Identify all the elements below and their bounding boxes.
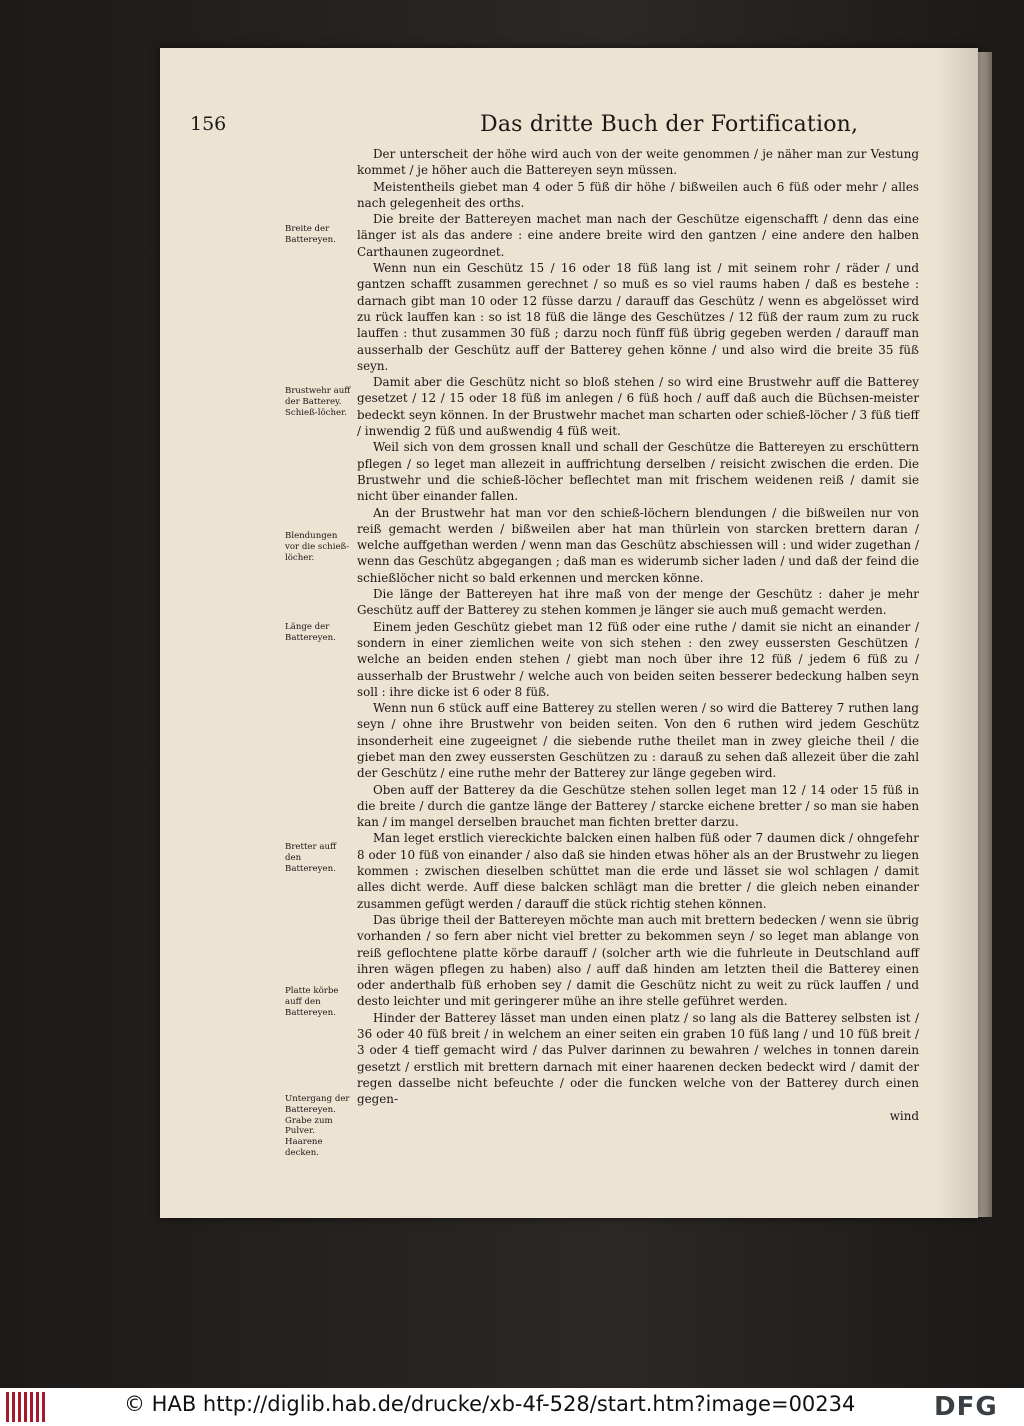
paragraph: Der unterscheit der höhe wird auch von der weite genommen / je näher man zur Vestung kommet / je höher auch die Battereyen seyn müssen. xyxy=(357,147,919,178)
paragraph: Die länge der Battereyen hat ihre maß von der menge der Geschütz : daher je mehr Geschütz auff der Batterey zu stehen kommen je länger sie auch muß gemacht werden. xyxy=(357,587,919,618)
margin-note: Bretter auff den Battereyen. xyxy=(285,842,337,874)
catchword: wind xyxy=(889,1108,919,1123)
page-edge xyxy=(978,52,992,1217)
paragraph: Das übrige theil der Battereyen möchte man auch mit brettern bedecken / wenn sie übrig vorhanden / so fern aber nicht viel bretter zu bekommen seyn / so leget man ablange von reiß geflochtene platte körbe darauff / (solcher arth wie die fuhrleute in Deutschland auff ihren wägen pflegen zu haben) also / auff daß hinden am letzten theil die Batterey einen oder anderthalb füß erhoben sey / damit die Geschütz nicht zu weit zu rück lauffen / und desto leichter und mit geringerer mühe an ihre stelle geführet werden. xyxy=(357,912,919,1009)
paragraph: Die breite der Battereyen machet man nach der Geschütze eigenschafft / denn das eine länger ist als das andere : eine andere breite wird den gantzen / eine andere den halben Carthaunen zugeordnet. xyxy=(357,212,919,259)
paragraph: Wenn nun 6 stück auff eine Batterey zu stellen weren / so wird die Batterey 7 ruthen lang seyn / ohne ihre Brustwehr von beiden seiten. Von den 6 ruthen wird jedem Geschütz insonderheit eine zugeeignet / die siebende ruthe theilet man in zwey gleiche theil / die giebet man den zwey eussersten Geschützen zu : darauß zu sehen daß allezeit über die zahl der Geschütz / eine ruthe mehr der Batterey zur länge gegeben wird. xyxy=(357,701,919,781)
paragraph: Hinder der Batterey lässet man unden einen platz / so lang als die Batterey selbsten ist / 36 oder 40 füß breit / in welchem an einer seiten ein graben 10 füß lang / und 10 füß breit / 3 oder 4 tieff gemacht wird / das Pulver darinnen zu bewahren / welches in tonnen darein gesetzt / erstlich mit brettern darnach mit einer haarenen decken bedeckt wird / damit der regen dasselbe nicht befeuchte / oder die funcken welche von der Batterey durch einen gegen- xyxy=(357,1010,919,1107)
dfg-logo: DFG xyxy=(934,1392,998,1422)
paragraph: Wenn nun ein Geschütz 15 / 16 oder 18 füß lang ist / mit seinem rohr / räder / und gantzen schafft zusammen gerechnet / so muß es so viel raums haben / daß es bestehe : darnach gibt man 10 oder 12 füsse darzu / darauff das Geschütz / wenn es abgelösset wird zu rück lauffen kan : so ist 18 füß die länge des Geschützes / 12 füß der raum zum zu ruck lauffen : thut zusammen 30 füß ; darzu noch fünff füß übrig gegeben werden / darauff man ausserhalb der Geschütz auff der Batterey gehen könne / und also wird die breite 35 füß seyn. xyxy=(357,261,919,373)
body-text xyxy=(357,146,919,1124)
paragraph: Damit aber die Geschütz nicht so bloß stehen / so wird eine Brustwehr auff die Batterey gesetzet / 12 / 15 oder 18 füß im anlegen / 6 füß hoch / auff daß auch die Büchsen-meister bedeckt seyn können. In der Brustwehr machet man scharten oder schieß-löcher / 3 füß tieff / inwendig 2 füß und außwendig 4 füß weit. xyxy=(357,375,919,439)
margin-note: Brustwehr auff der Batterey. Schieß-löcher. xyxy=(285,386,351,418)
paragraph: Meistentheils giebet man 4 oder 5 füß dir höhe / bißweilen auch 6 füß oder mehr / alles nach gelegenheit des orths. xyxy=(357,179,919,210)
margin-note: Untergang der Battereyen. Grabe zum Pulver. Haarene decken. xyxy=(285,1094,350,1158)
margin-note: Länge der Battereyen. xyxy=(285,622,336,643)
paragraph: Oben auff der Batterey da die Geschütze stehen sollen leget man 12 / 14 oder 15 füß in die breite / durch die gantze länge der Batterey / starcke eichene bretter / so man sie haben kan / im mangel derselben brauchet man fichten bretter darzu. xyxy=(357,782,919,830)
paragraph: Einem jeden Geschütz giebet man 12 füß oder eine ruthe / damit sie nicht an einander / sondern in einer ziemlichen weite von sich stehen : den zwey eussersten Geschützen / welche an beiden enden stehen / giebt man noch über ihre 12 füß / jedem 6 füß zu / ausserhalb der Brustwehr / welche auch von beiden seiten besserer bedeckung halben seyn soll : ihre dicke ist 6 oder 8 füß. xyxy=(357,619,919,699)
paragraph: Man leget erstlich viereckichte balcken einen halben füß oder 7 daumen dick / ohngefehr 8 oder 10 füß von einander / also daß sie hinden etwas höher als an der Brustwehr zu liegen kommen : zwischen dieselben schüttet man die erde und lässet sie wol schlagen / damit alles dicht werde. Auff diese balcken schlägt man die bretter / die gleich neben einander zusammen gefügt werden / darauff die stück richtig stehen können. xyxy=(357,831,919,911)
paragraph: Weil sich von dem grossen knall und schall der Geschütze die Battereyen zu erschüttern pflegen / so leget man allezeit in auffrichtung derselben / reisicht zwischen die erden. Die Brustwehr und die schieß-löcher beflechtet man mit frischem weidenen reiß / damit sie nicht über einander fallen. xyxy=(357,440,919,504)
footer-link[interactable]: © HAB http://diglib.hab.de/drucke/xb-4f-528/start.htm?image=00234 xyxy=(124,1392,856,1416)
margin-note: Breite der Battereyen. xyxy=(285,224,336,245)
margin-note: Blendungen vor die schieß-löcher. xyxy=(285,531,350,563)
running-title: Das dritte Buch der Fortification, xyxy=(480,112,859,137)
paragraph: An der Brustwehr hat man vor den schieß-löchern blendungen / die bißweilen nur von reiß gemacht werden / bißweilen aber hat man thürlein von starcken brettern daran / welche auffgethan werden / wenn man das Geschütz abschiessen will : und wider zugethan / wenn das Geschütz abgegangen ; daß man es widerumb sicher laden / und daß der feind die schießlöcher nicht so bald erkennen und mercken könne. xyxy=(357,505,919,585)
margin-note: Platte körbe auff den Battereyen. xyxy=(285,986,339,1018)
page-number: 156 xyxy=(190,113,227,135)
hab-logo-icon xyxy=(6,1392,46,1422)
